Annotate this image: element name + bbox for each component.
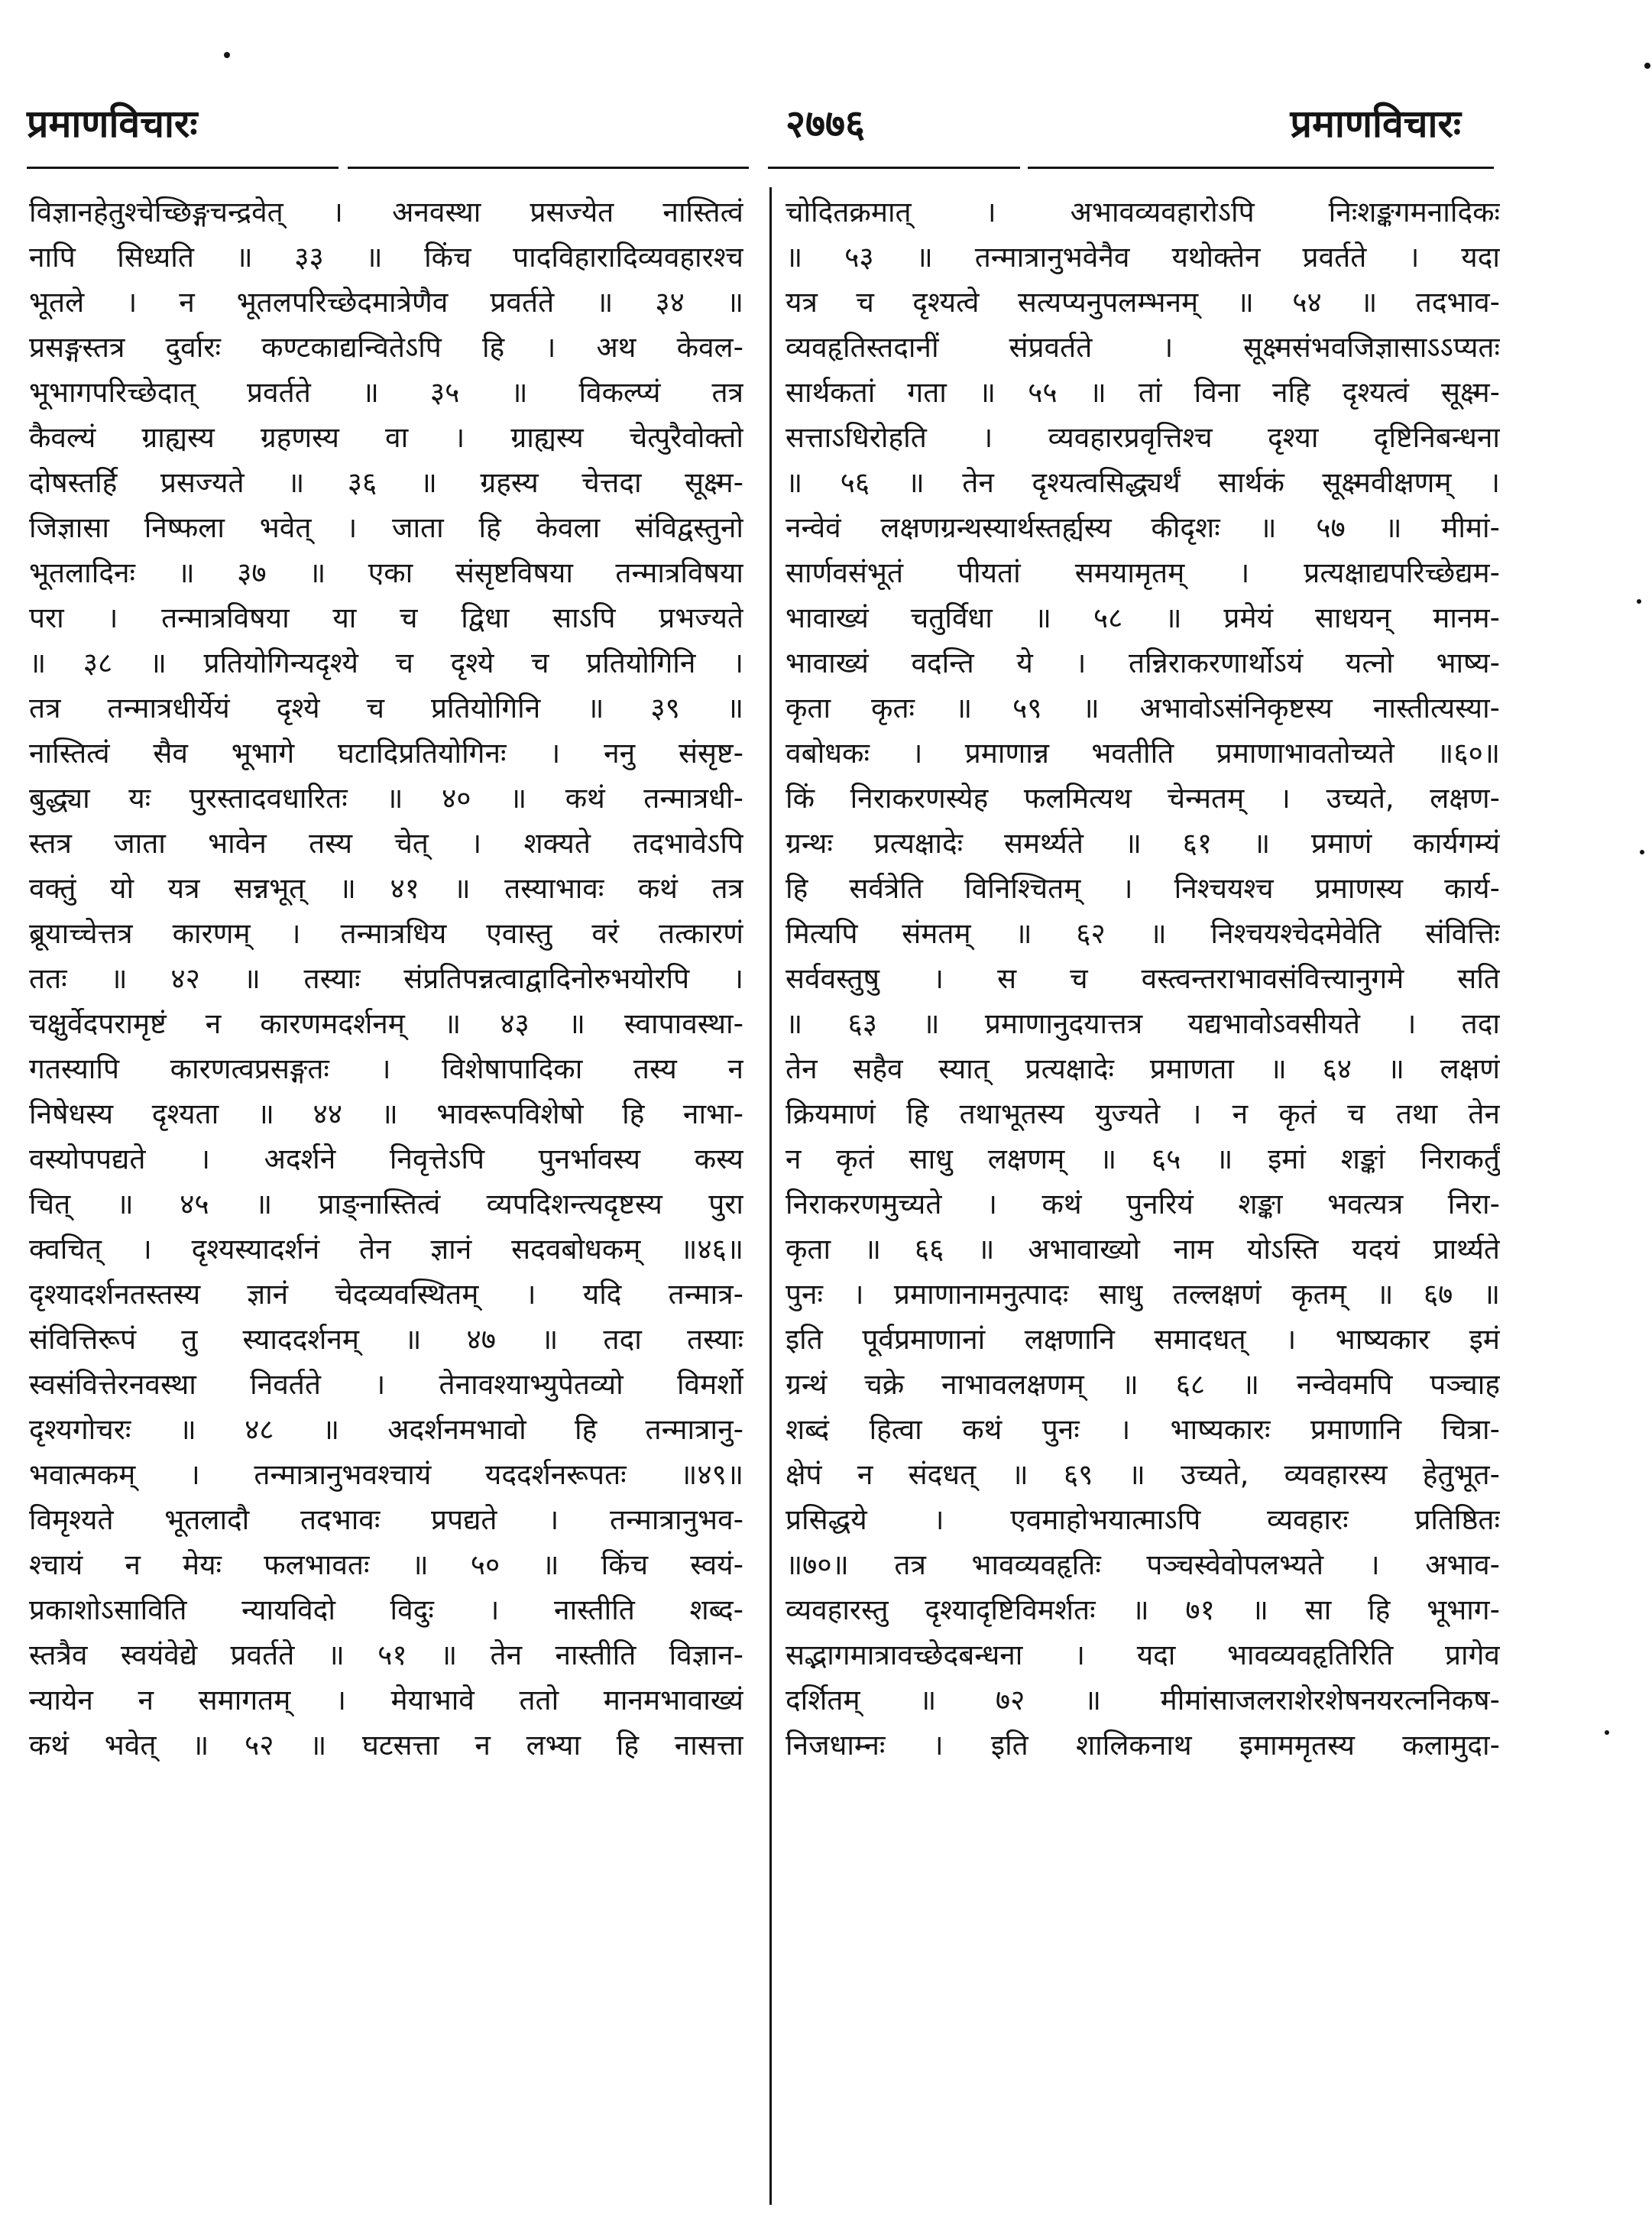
text-line: वस्योपपद्यते । अदर्शने निवृत्तेऽपि पुनर्भावस्य कस्य [29,1143,743,1175]
text-line: ॥ ६३ ॥ प्रमाणानुदयात्तत्र यद्यभावोऽवसीयते । तदा [786,1007,1500,1040]
text-line: भूभागपरिच्छेदात् प्रवर्तते ॥ ३५ ॥ विकल्प्यं तत्र [29,376,743,409]
text-line: भूतलादिनः ॥ ३७ ॥ एका संसृष्टविषया तन्मात्रविषया [29,556,743,589]
text-line: चोदितक्रमात् । अभावव्यवहारोऽपि निःशङ्कगमनादिकः [786,196,1500,229]
text-line: शब्दं हित्वा कथं पुनः । भाष्यकारः प्रमाणानि चित्रा- [786,1413,1500,1446]
text-line: इति पूर्वप्रमाणानां लक्षणानि समादधत् । भाष्यकार इमं [786,1323,1500,1356]
text-line: ग्रन्थः प्रत्यक्षादेः समर्थ्यते ॥ ६१ ॥ प्रमाणं कार्यगम्यं [786,827,1500,860]
text-line: भावाख्यं वदन्ति ये । तन्निराकरणार्थोऽयं यत्नो भाष्य- [786,647,1500,679]
text-line: ॥७०॥ तत्र भावव्यवहृतिः पञ्चस्वेवोपलभ्यते । अभाव- [786,1548,1500,1581]
text-line: दर्शितम् ॥ ७२ ॥ मीमांसाजलराशेरशेषनयरत्ननिकष- [786,1684,1500,1716]
text-line: निषेधस्य दृश्यता ॥ ४४ ॥ भावरूपविशेषो हि नाभा- [29,1097,743,1130]
text-line: स्तत्र जाता भावेन तस्य चेत् । शक्यते तदभावेऽपि [29,827,743,860]
text-line: क्षेपं न संदधत् ॥ ६९ ॥ उच्यते, व्यवहारस्य हेतुभूत- [786,1458,1500,1491]
text-line: चित् ॥ ४५ ॥ प्राङ्नास्तित्वं व्यपदिशन्त्यदृष्टस्य पुरा [29,1188,743,1220]
text-line: न कृतं साधु लक्षणम् ॥ ६५ ॥ इमां शङ्कां निराकर्तुं [786,1143,1500,1175]
right-column [786,190,1500,1768]
text-line: भवात्मकम् । तन्मात्रानुभवश्चायं यददर्शनरूपतः ॥४९॥ [29,1458,743,1491]
running-title-right: प्रमाणविचारः [1290,102,1461,146]
text-line: दृश्यादर्शनतस्तस्य ज्ञानं चेदव्यवस्थितम् । यदि तन्मात्र- [29,1278,743,1311]
text-line: सत्ताऽधिरोहति । व्यवहारप्रवृत्तिश्च दृश्या दृष्टिनिबन्धना [786,421,1500,454]
text-line: कृता ॥ ६६ ॥ अभावाख्यो नाम योऽस्ति यदयं प्रार्थ्यते [786,1233,1500,1266]
running-title-left: प्रमाणविचारः [27,102,198,146]
text-line: सार्थकतां गता ॥ ५५ ॥ तां विना नहि दृश्यत्वं सूक्ष्म- [786,376,1500,409]
text-line: गतस्यापि कारणत्वप्रसङ्गतः । विशेषापादिका तस्य न [29,1052,743,1085]
text-line: चक्षुर्वेदपरामृष्टं न कारणमदर्शनम् ॥ ४३ ॥ स्वापावस्था- [29,1007,743,1040]
text-line: स्वसंवित्तेरनवस्था निवर्तते । तेनावश्याभ्युपेतव्यो विमर्शो [29,1368,743,1401]
ink-speck [1605,1730,1609,1735]
text-line: यत्र च दृश्यत्वे सत्यप्यनुपलम्भनम् ॥ ५४ ॥ तदभाव- [786,286,1500,319]
header-rule [27,167,338,169]
text-line: व्यवहारस्तु दृश्यादृष्टिविमर्शतः ॥ ७१ ॥ सा हि भूभाग- [786,1593,1500,1626]
text-line: सद्भागमात्रावच्छेदबन्धना । यदा भावव्यवहृतिरिति प्रागेव [786,1639,1500,1671]
text-line: क्वचित् । दृश्यस्यादर्शनं तेन ज्ञानं सदवबोधकम् ॥४६॥ [29,1233,743,1266]
text-line: परा । तन्मात्रविषया या च द्विधा साऽपि प्रभज्यते [29,601,743,634]
text-line: क्रियमाणं हि तथाभूतस्य युज्यते । न कृतं च तथा तेन [786,1097,1500,1130]
text-line: ग्रन्थं चक्रे नाभावलक्षणम् ॥ ६८ ॥ नन्वेवमपि पञ्चाह [786,1368,1500,1401]
ink-speck [224,52,230,58]
text-line: वक्तुं यो यत्र सन्नभूत् ॥ ४१ ॥ तस्याभावः कथं तत्र [29,872,743,905]
text-line: निराकरणमुच्यते । कथं पुनरियं शङ्का भवत्यत्र निरा- [786,1188,1500,1220]
page-header [0,90,1652,151]
text-line: दृश्यगोचरः ॥ ४८ ॥ अदर्शनमभावो हि तन्मात्रानु- [29,1413,743,1446]
text-line: सार्णवसंभूतं पीयतां समयामृतम् । प्रत्यक्षाद्यपरिच्छेद्यम- [786,556,1500,589]
text-line: निजधाम्नः । इति शालिकनाथ इमाममृतस्य कलामुदा- [786,1729,1500,1762]
text-line: नास्तित्वं सैव भूभागे घटादिप्रतियोगिनः । ननु संसृष्ट- [29,737,743,770]
text-line: नन्वेवं लक्षणग्रन्थस्यार्थस्तर्ह्यस्य कीदृशः ॥ ५७ ॥ मीमां- [786,511,1500,544]
header-rule [1028,167,1494,169]
text-line: नापि सिध्यति ॥ ३३ ॥ किंच पादविहारादिव्यवहारश्च [29,241,743,274]
text-line: सर्ववस्तुषु । स च वस्त्वन्तराभावसंवित्त्यानुगमे सति [786,962,1500,995]
text-line: विज्ञानहेतुश्चेच्छिङ्गचन्द्रवेत् । अनवस्था प्रसज्येत नास्तित्वं [29,196,743,229]
ink-speck [1637,599,1641,604]
text-line: ततः ॥ ४२ ॥ तस्याः संप्रतिपन्नत्वाद्वादिनोरुभयोरपि । [29,962,743,995]
header-rule [768,167,1020,169]
text-line: श्चायं न मेयः फलभावतः ॥ ५० ॥ किंच स्वयं- [29,1548,743,1581]
text-line: भावाख्यं चतुर्विधा ॥ ५८ ॥ प्रमेयं साधयन् मानम- [786,601,1500,634]
text-line: न्यायेन न समागतम् । मेयाभावे ततो मानमभावाख्यं [29,1684,743,1716]
text-line: व्यवहृतिस्तदानीं संप्रवर्तते । सूक्ष्मसंभवजिज्ञासाऽऽप्यतः [786,331,1500,364]
text-line: ॥ ५३ ॥ तन्मात्रानुभवेनैव यथोक्तेन प्रवर्तते । यदा [786,241,1500,274]
text-line: ॥ ३८ ॥ प्रतियोगिन्यदृश्ये च दृश्ये च प्रतियोगिनि । [29,647,743,679]
text-line: संवित्तिरूपं तु स्याददर्शनम् ॥ ४७ ॥ तदा तस्याः [29,1323,743,1356]
text-line: ब्रूयाच्चेत्तत्र कारणम् । तन्मात्रधिय एवास्तु वरं तत्कारणं [29,917,743,950]
text-line: भूतले । न भूतलपरिच्छेदमात्रेणैव प्रवर्तते ॥ ३४ ॥ [29,286,743,319]
text-line: कृता कृतः ॥ ५९ ॥ अभावोऽसंनिकृष्टस्य नास्तीत्यस्या- [786,692,1500,724]
text-line: तत्र तन्मात्रधीर्येयं दृश्ये च प्रतियोगिनि ॥ ३९ ॥ [29,692,743,724]
text-line: मित्यपि संमतम् ॥ ६२ ॥ निश्चयश्चेदमेवेति संवित्तिः [786,917,1500,950]
text-line: बुद्ध्या यः पुरस्तादवधारितः ॥ ४० ॥ कथं तन्मात्रधी- [29,782,743,815]
left-column [29,190,743,1768]
column-divider [769,187,772,2205]
text-line: कैवल्यं ग्राह्यस्य ग्रहणस्य वा । ग्राह्यस्य चेत्पुरैवोक्तो [29,421,743,454]
ink-speck [1640,850,1644,854]
text-line: जिज्ञासा निष्फला भवेत् । जाता हि केवला संविद्वस्तुनो [29,511,743,544]
text-line: स्तत्रैव स्वयंवेद्ये प्रवर्तते ॥ ५१ ॥ तेन नास्तीति विज्ञान- [29,1639,743,1671]
text-line: हि सर्वत्रेति विनिश्चितम् । निश्चयश्च प्रमाणस्य कार्य- [786,872,1500,905]
ink-speck [1644,63,1650,69]
text-line: किं निराकरणस्येह फलमित्यथ चेन्मतम् । उच्यते, लक्षण- [786,782,1500,815]
text-line: विमृश्यते भूतलादौ तदभावः प्रपद्यते । तन्मात्रानुभव- [29,1503,743,1536]
text-line: दोषस्तर्हि प्रसज्यते ॥ ३६ ॥ ग्रहस्य चेत्तदा सूक्ष्म- [29,466,743,499]
text-line: वबोधकः । प्रमाणान्न भवतीति प्रमाणाभावतोच्यते ॥६०॥ [786,737,1500,770]
text-line: पुनः । प्रमाणानामनुत्पादः साधु तल्लक्षणं कृतम् ॥ ६७ ॥ [786,1278,1500,1311]
header-rule [348,167,749,169]
text-line: प्रकाशोऽसाविति न्यायविदो विदुः । नास्तीति शब्द- [29,1593,743,1626]
page-number: २७७६ [786,102,865,146]
text-line: प्रसिद्धये । एवमाहोभयात्माऽपि व्यवहारः प्रतिष्ठितः [786,1503,1500,1536]
text-line: प्रसङ्गस्तत्र दुर्वारः कण्टकाद्यन्वितेऽपि हि । अथ केवल- [29,331,743,364]
text-line: तेन सहैव स्यात् प्रत्यक्षादेः प्रमाणता ॥ ६४ ॥ लक्षणं [786,1052,1500,1085]
text-line: ॥ ५६ ॥ तेन दृश्यत्वसिद्ध्यर्थं सार्थकं सूक्ष्मवीक्षणम् । [786,466,1500,499]
text-line: कथं भवेत् ॥ ५२ ॥ घटसत्ता न लभ्या हि नासत्ता [29,1729,743,1762]
